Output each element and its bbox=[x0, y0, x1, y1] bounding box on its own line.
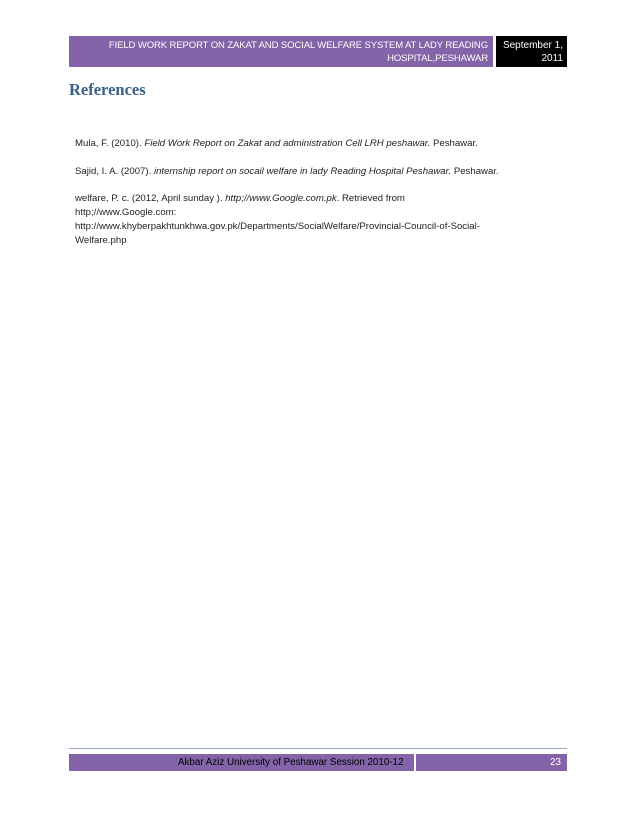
reference-3-suffix: . Retrieved from bbox=[336, 193, 405, 204]
page-number: 23 bbox=[550, 757, 561, 768]
reference-3-line-2: http;//www.Google.com: bbox=[75, 207, 177, 218]
references-heading: References bbox=[69, 80, 146, 99]
reference-3-title: http;//www.Google.com.pk bbox=[225, 193, 337, 204]
page-header bbox=[69, 36, 567, 67]
reference-1-prefix: Mula, F. (2010). bbox=[75, 138, 145, 149]
header-title-line-1: FIELD WORK REPORT ON ZAKAT AND SOCIAL WELFARE SYSTEM AT LADY READING bbox=[108, 40, 488, 51]
reference-3-line-3: http://www.khyberpakhtunkhwa.gov.pk/Departments/SocialWelfare/Provincial-Council-of-Social- bbox=[75, 221, 480, 232]
reference-entry-3 bbox=[75, 192, 480, 248]
page-footer bbox=[69, 754, 567, 771]
reference-entry-2 bbox=[75, 165, 499, 179]
reference-3-line-4: Welfare.php bbox=[75, 235, 127, 246]
reference-3-prefix: welfare, P. c. (2012, April sunday ). bbox=[75, 193, 226, 204]
reference-1-title: Field Work Report on Zakat and administration Cell LRH peshawar. bbox=[144, 138, 431, 149]
header-title bbox=[69, 36, 493, 67]
footer-separator bbox=[414, 754, 416, 771]
header-date-line-1: September 1, bbox=[502, 40, 563, 51]
footer-divider bbox=[69, 748, 567, 749]
reference-1-suffix: Peshawar. bbox=[430, 138, 478, 149]
reference-2-prefix: Sajid, I. A. (2007). bbox=[75, 166, 154, 177]
header-date-line-2: 2011 bbox=[541, 53, 563, 64]
reference-3-line-1 bbox=[75, 192, 480, 206]
reference-2-title: internship report on socail welfare in lady Reading Hospital Peshawar. bbox=[153, 166, 452, 177]
footer-text: Akbar Aziz University of Peshawar Session 2010-12 bbox=[178, 757, 404, 768]
reference-2-suffix: Peshawar. bbox=[451, 166, 499, 177]
reference-entry-1 bbox=[75, 137, 478, 151]
header-title-line-2: HOSPITAL,PESHAWAR bbox=[387, 53, 488, 64]
header-date bbox=[496, 36, 567, 67]
